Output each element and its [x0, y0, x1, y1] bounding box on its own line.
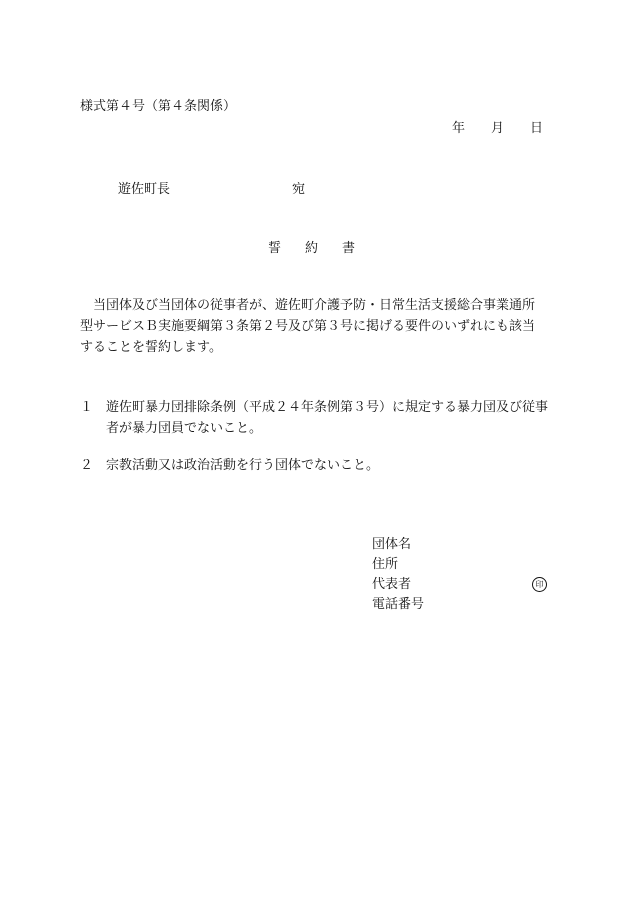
- document-title: [268, 237, 355, 256]
- item-line: 者が暴力団員でないこと。: [106, 421, 263, 436]
- date-line: [452, 117, 543, 136]
- addressee-suffix: 宛: [292, 182, 306, 197]
- item-number: ２: [80, 458, 94, 473]
- body-line-3: することを誓約します。: [80, 340, 222, 355]
- day-label: 日: [530, 121, 544, 136]
- form-number: 様式第４号（第４条関係）: [80, 99, 237, 114]
- seal-icon: 印: [532, 577, 547, 592]
- item-line: 宗教活動又は政治活動を行う団体でないこと。: [106, 458, 380, 473]
- phone-number-label: 電話番号: [372, 597, 425, 612]
- representative-label: 代表者: [372, 577, 412, 592]
- month-label: 月: [491, 121, 505, 136]
- body-paragraph: [80, 295, 560, 358]
- title-char-1: 誓: [268, 241, 282, 256]
- item-text: [106, 397, 566, 439]
- item-number: １: [80, 400, 94, 415]
- addressee-name: 遊佐町長: [118, 182, 171, 197]
- address-label: 住所: [372, 557, 399, 572]
- year-label: 年: [452, 121, 466, 136]
- item-text: [106, 455, 566, 476]
- title-char-2: 約: [305, 241, 319, 256]
- body-line-1: 当団体及び当団体の従事者が、遊佐町介護予防・日常生活支援総合事業通所: [93, 298, 536, 313]
- list-item: [80, 397, 570, 441]
- item-line: 遊佐町暴力団排除条例（平成２４年条例第３号）に規定する暴力団及び従事: [106, 400, 549, 415]
- list-item: [80, 455, 570, 477]
- title-char-3: 書: [342, 241, 356, 256]
- organization-name-label: 団体名: [372, 537, 412, 552]
- signature-block: [372, 535, 552, 615]
- body-line-2: 型サービスＢ実施要綱第３条第２号及び第３号に掲げる要件のいずれにも該当: [80, 319, 536, 334]
